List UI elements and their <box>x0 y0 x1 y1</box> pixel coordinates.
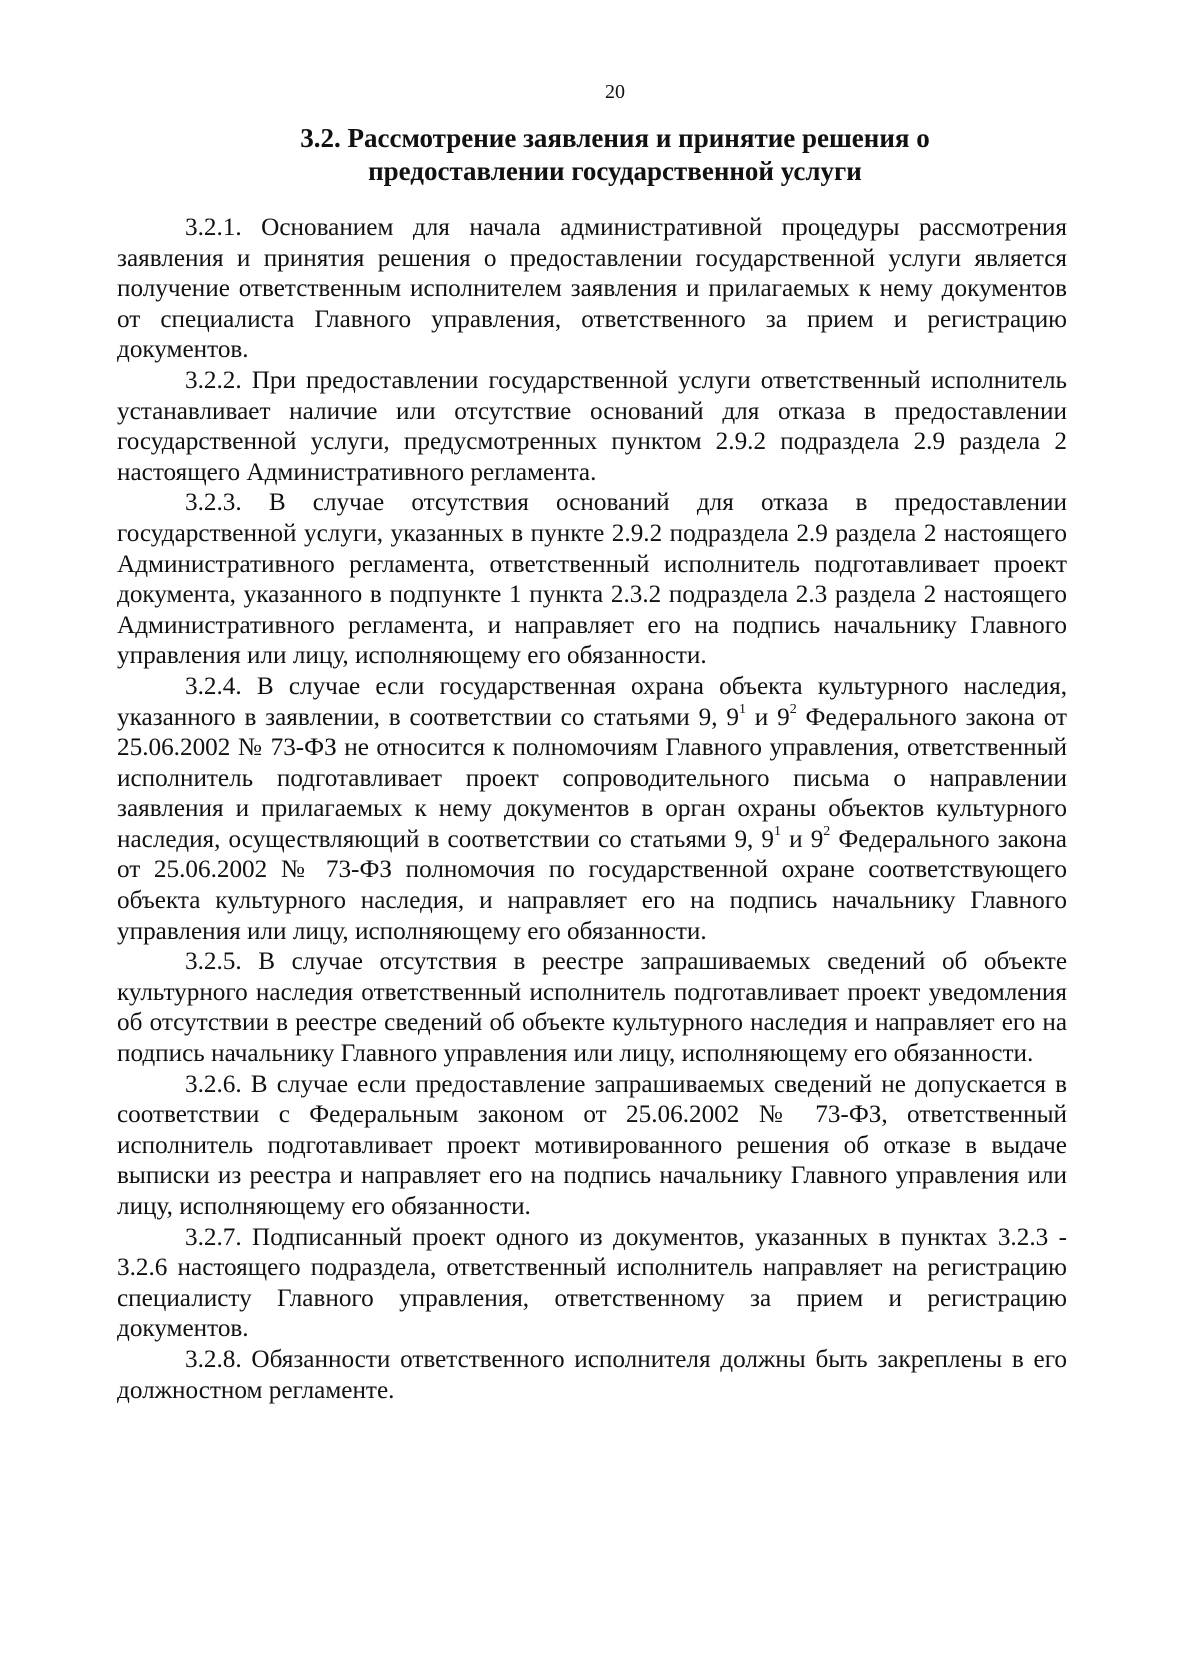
paragraph-3-2-4-text-a: 3.2.4. В случае если государственная охрана объекта культурного наследия, указанного в заявлении, в соответствии со статьями 9, 9 <box>117 672 1067 731</box>
document-body <box>117 213 1067 1406</box>
page-number: 20 <box>605 81 625 103</box>
paragraph-3-2-5: 3.2.5. В случае отсутствия в реестре запрашиваемых сведений об объекте культурного наследия ответственный исполнитель подготавливает проект уведомления об отсутствии в реестре сведений об объекте культурного наследия и направляет его на подпись начальнику Главного управления или лицу, исполняющему его обязанности. <box>117 948 1067 1068</box>
section-heading-line-1: 3.2. Рассмотрение заявления и принятие решения о <box>300 123 930 153</box>
section-heading-line-2: предоставлении государственной услуги <box>368 156 862 186</box>
paragraph-3-2-4 <box>117 672 1067 947</box>
paragraph-3-2-2: 3.2.2. При предоставлении государственной услуги ответственный исполнитель устанавливает наличие или отсутствие оснований для отказа в предоставлении государственной услуги, предусмотренных пунктом 2.9.2 подраздела 2.9 раздела 2 настоящего Административного регламента. <box>117 366 1067 486</box>
superscript-1: 1 <box>774 824 782 840</box>
superscript-2: 2 <box>823 824 831 840</box>
paragraph-3-2-3: 3.2.3. В случае отсутствия оснований для отказа в предоставлении государственной услуги, указанных в пункте 2.9.2 подраздела 2.9 раздела 2 настоящего Административного регламента, ответственный исполнитель подготавливает проект документа, указанного в подпункте 1 пункта 2.3.2 подраздела 2.3 раздела 2 настоящего Административного регламента, и направляет его на подпись начальнику Главного управления или лицу, исполняющему его обязанности. <box>117 489 1067 670</box>
paragraph-3-2-6: 3.2.6. В случае если предоставление запрашиваемых сведений не допускается в соответствии с Федеральным законом от 25.06.2002 № 73-ФЗ, ответственный исполнитель подготавливает проект мотивированного решения об отказе в выдаче выписки из реестра и направляет его на подпись начальнику Главного управления или лицу, исполняющему его обязанности. <box>117 1070 1067 1220</box>
paragraph-3-2-4-text-b: и 9 <box>745 703 790 731</box>
paragraph-3-2-8: 3.2.8. Обязанности ответственного исполнителя должны быть закреплены в его должностном регламенте. <box>117 1345 1067 1404</box>
paragraph-3-2-4-text-d: и 9 <box>781 825 824 853</box>
section-heading <box>150 122 1080 188</box>
superscript-1: 1 <box>738 702 746 718</box>
paragraph-3-2-7: 3.2.7. Подписанный проект одного из документов, указанных в пунктах 3.2.3 - 3.2.6 настоящего подраздела, ответственный исполнитель направляет на регистрацию специалисту Главного управления, ответственному за прием и регистрацию документов. <box>117 1223 1067 1343</box>
paragraph-3-2-4-text-c: Федерального закона от 25.06.2002 № 73-ФЗ не относится к полномочиям Главного управления, ответственный исполнитель подготавливает проект сопроводительного письма о направлении заявления и прилагаемых к нему документов в орган охраны объектов культурного наследия, осуществляющий в соответствии со статьями 9, 9 <box>117 703 1067 853</box>
paragraph-3-2-4-text-e: Федерального закона от 25.06.2002 № 73-ФЗ полномочия по государственной охране соответствующего объекта культурного наследия, и направляет его на подпись начальнику Главного управления или лицу, исполняющему его обязанности. <box>117 825 1067 945</box>
superscript-2: 2 <box>789 702 797 718</box>
paragraph-3-2-1: 3.2.1. Основанием для начала административной процедуры рассмотрения заявления и принятия решения о предоставлении государственной услуги является получение ответственным исполнителем заявления и прилагаемых к нему документов от специалиста Главного управления, ответственного за прием и регистрацию документов. <box>117 214 1067 364</box>
